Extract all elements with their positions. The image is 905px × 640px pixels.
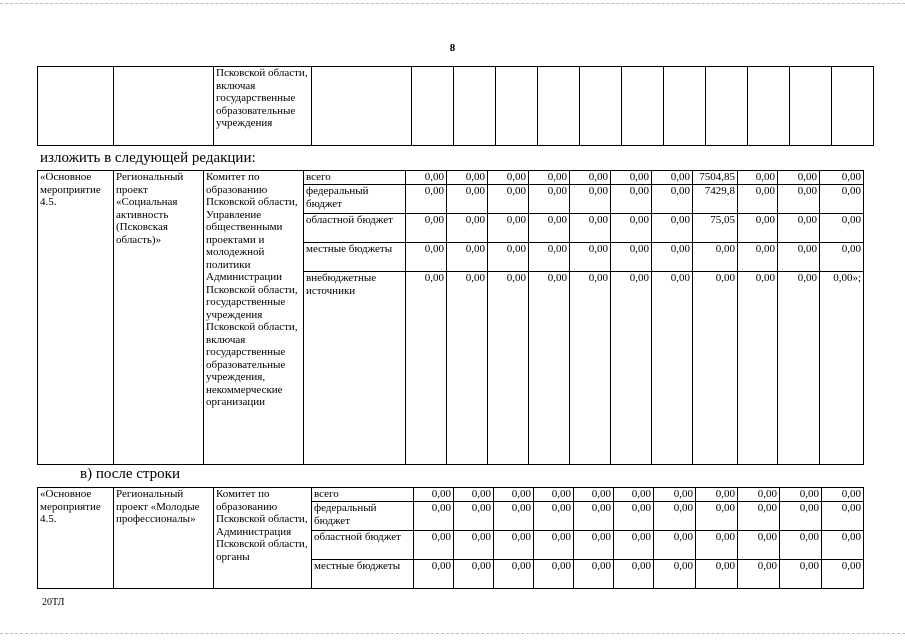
page-number: 8: [449, 42, 456, 54]
cell-value: 0,00: [614, 488, 654, 502]
cell-value: 0,00: [614, 531, 654, 560]
cell-value: 0,00: [494, 488, 534, 502]
cell-value: 0,00: [738, 531, 780, 560]
cell-col2: Региональный проект «Молодые профессионалы»: [114, 488, 214, 589]
cell-col3: Комитет по образованию Псковской области, Управление общественными проектами и молодежной политики Администрации Псковской области, государственные учреждения Псковской области, включая государственные образовательные учреждения, некоммерческие организации: [204, 171, 304, 465]
cell-value: 0,00: [738, 502, 780, 531]
cell-value: 0,00: [611, 272, 652, 465]
cell-value: 0,00: [406, 171, 447, 185]
cell-value: 0,00: [652, 214, 693, 243]
cell-value: 0,00: [529, 243, 570, 272]
cell-value: 0,00: [693, 272, 738, 465]
cell-value: 0,00: [406, 214, 447, 243]
cell-funding-source: всего: [312, 488, 414, 502]
cell-funding-source: местные бюджеты: [304, 243, 406, 272]
cell-value: 0,00: [738, 272, 778, 465]
cell-value: 7504,85: [693, 171, 738, 185]
cell-value: 0,00: [738, 214, 778, 243]
cell-value: 0,00: [611, 243, 652, 272]
cell-value: 0,00: [529, 272, 570, 465]
cell-value: 0,00: [822, 488, 864, 502]
cell-value: 0,00: [778, 185, 820, 214]
cell-value: 0,00: [738, 185, 778, 214]
cell-funding-source: областной бюджет: [312, 531, 414, 560]
footer-code: 20ТЛ: [42, 597, 65, 608]
cell-value: 0,00: [780, 502, 822, 531]
cell-empty: [38, 67, 114, 146]
cell-value: 0,00: [614, 560, 654, 589]
cell-value: 0,00: [454, 560, 494, 589]
cell-value: 0,00: [654, 502, 696, 531]
cell-value: 0,00: [780, 488, 822, 502]
cell-value: 0,00: [406, 243, 447, 272]
heading-after-row: в) после строки: [80, 466, 180, 482]
cell-value: 0,00: [611, 171, 652, 185]
cell-value: 0,00: [738, 171, 778, 185]
cell-value: 0,00: [693, 243, 738, 272]
table-after-row: [37, 487, 864, 589]
cell-empty: [114, 67, 214, 146]
cell-value: 0,00: [574, 531, 614, 560]
cell-value: 0,00: [414, 531, 454, 560]
cell-value: 0,00: [454, 531, 494, 560]
cell-value: 0,00: [652, 272, 693, 465]
cell-value: 0,00: [652, 243, 693, 272]
cell-value: 0,00: [822, 502, 864, 531]
cell-col2: Региональный проект «Социальная активность (Псковская область)»: [114, 171, 204, 465]
cell-value: 75,05: [693, 214, 738, 243]
cell-value: 0,00: [611, 185, 652, 214]
cell-funding-source: внебюджетные источники: [304, 272, 406, 465]
cell-funding-source: федеральный бюджет: [312, 502, 414, 531]
cell-value: 0,00: [488, 185, 529, 214]
cell-value: 0,00: [822, 531, 864, 560]
cell-value: 0,00: [696, 502, 738, 531]
cell-value: 0,00: [529, 214, 570, 243]
table-new-edition: [37, 170, 864, 465]
cell-value: 0,00: [654, 531, 696, 560]
cell-value: 0,00»;: [820, 272, 864, 465]
cell-value: 0,00: [574, 488, 614, 502]
table-row: [38, 171, 864, 185]
cell-value: 0,00: [488, 272, 529, 465]
cell-value: 0,00: [654, 560, 696, 589]
cell-value: 0,00: [654, 488, 696, 502]
cell-value: 0,00: [652, 171, 693, 185]
cell-value: 0,00: [488, 171, 529, 185]
cell-value: 0,00: [574, 560, 614, 589]
cell-value: 0,00: [820, 243, 864, 272]
cell-value: 0,00: [454, 488, 494, 502]
cell-value: 0,00: [406, 185, 447, 214]
cell-value: 0,00: [488, 214, 529, 243]
cell-value: 0,00: [534, 531, 574, 560]
cell-value: 0,00: [611, 214, 652, 243]
cell-funding-source: местные бюджеты: [312, 560, 414, 589]
cell-value: 0,00: [614, 502, 654, 531]
heading-new-edition: изложить в следующей редакции:: [40, 150, 256, 166]
cell-value: 0,00: [696, 531, 738, 560]
cell-value: 0,00: [780, 560, 822, 589]
cell-value: 0,00: [652, 185, 693, 214]
cell-value: 0,00: [447, 243, 488, 272]
cell-value: 0,00: [738, 243, 778, 272]
cell-value: 0,00: [529, 171, 570, 185]
cell-value: 0,00: [778, 171, 820, 185]
cell-value: 0,00: [778, 272, 820, 465]
cell-funding-source: всего: [304, 171, 406, 185]
cell-value: 0,00: [447, 272, 488, 465]
cell-value: 0,00: [534, 502, 574, 531]
cell-value: 0,00: [820, 171, 864, 185]
cell-value: 0,00: [414, 502, 454, 531]
cell-value: 0,00: [696, 560, 738, 589]
cell-value: 0,00: [570, 171, 611, 185]
cell-col1: «Основное мероприятие 4.5.: [38, 171, 114, 465]
scan-edge-top: [0, 3, 905, 4]
cell-value: 0,00: [414, 560, 454, 589]
cell-funding-source: областной бюджет: [304, 214, 406, 243]
cell-value: 0,00: [534, 560, 574, 589]
cell-value: 0,00: [696, 488, 738, 502]
cell-value: 0,00: [822, 560, 864, 589]
cell-value: 0,00: [494, 502, 534, 531]
cell-value: 0,00: [529, 185, 570, 214]
cell-value: 0,00: [738, 560, 780, 589]
cell-value: 0,00: [570, 272, 611, 465]
cell-value: 0,00: [570, 214, 611, 243]
cell-value: 0,00: [447, 185, 488, 214]
scan-edge-bottom: [0, 633, 905, 634]
cell-value: 0,00: [780, 531, 822, 560]
cell-value: 0,00: [738, 488, 780, 502]
cell-value: 0,00: [574, 502, 614, 531]
cell-value: 0,00: [570, 243, 611, 272]
table-continuation: [37, 66, 874, 146]
cell-value: 0,00: [820, 185, 864, 214]
cell-funding-source: федеральный бюджет: [304, 185, 406, 214]
cell-value: 0,00: [494, 531, 534, 560]
cell-value: 0,00: [778, 243, 820, 272]
cell-empty: [312, 67, 412, 146]
cell-value: 0,00: [454, 502, 494, 531]
cell-value: 0,00: [570, 185, 611, 214]
cell-value: 0,00: [406, 272, 447, 465]
cell-value: 0,00: [778, 214, 820, 243]
cell-col1: «Основное мероприятие 4.5.: [38, 488, 114, 589]
cell-value: 0,00: [534, 488, 574, 502]
cell-value: 0,00: [494, 560, 534, 589]
cell-value: 0,00: [447, 214, 488, 243]
table-row: [38, 488, 864, 502]
cell-value: 0,00: [820, 214, 864, 243]
cell-responsible: Псковской области, включая государственные образовательные учреждения: [214, 67, 312, 146]
cell-value: 7429,8: [693, 185, 738, 214]
cell-value: 0,00: [447, 171, 488, 185]
cell-col3: Комитет по образованию Псковской области, Администрация Псковской области, органы: [214, 488, 312, 589]
cell-value: 0,00: [414, 488, 454, 502]
cell-value: 0,00: [488, 243, 529, 272]
